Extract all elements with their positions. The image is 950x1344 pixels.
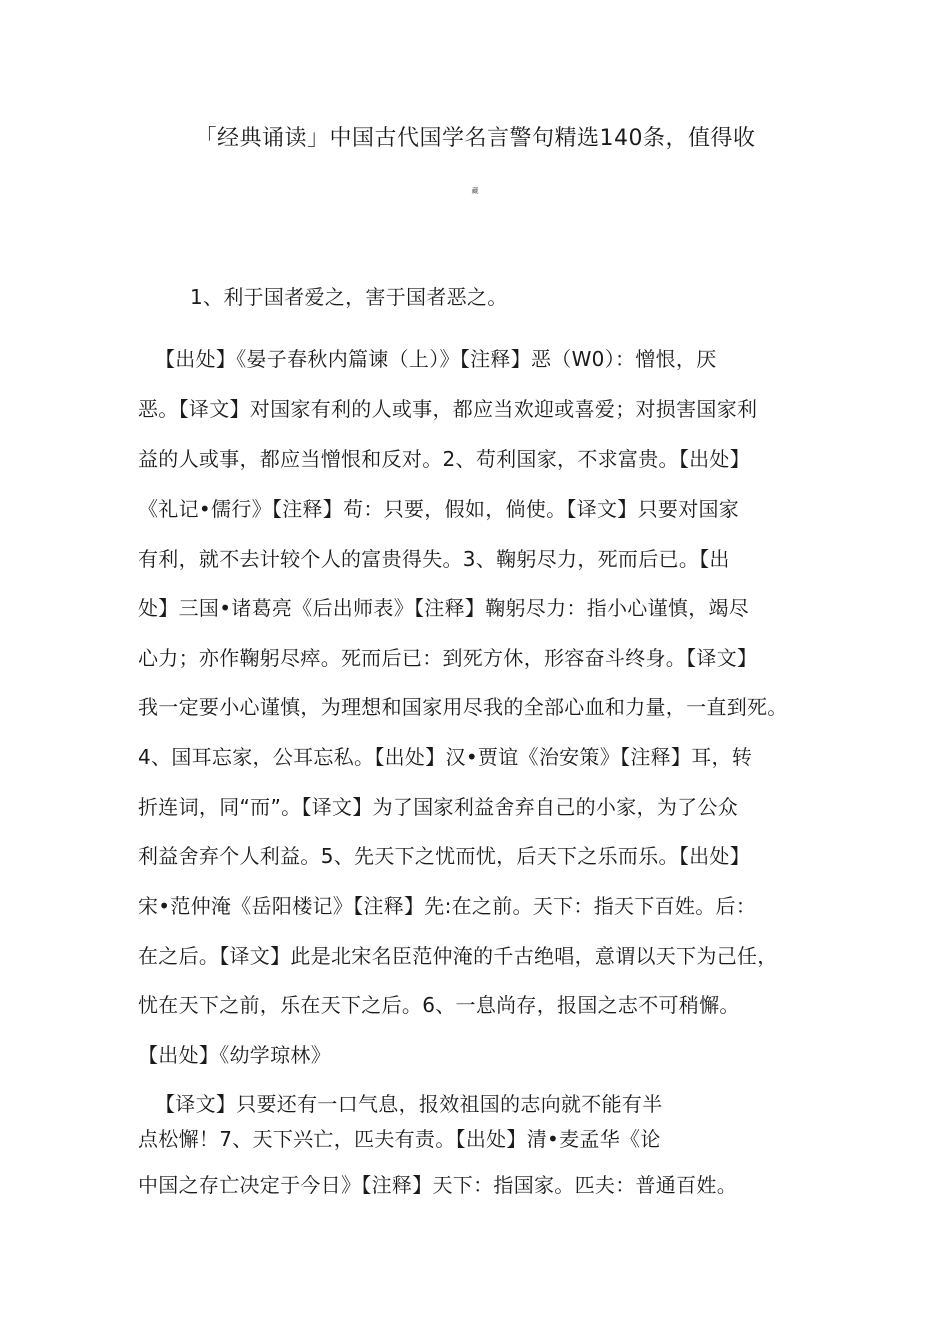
body-line: 折连词，同“而”。【译文】为了国家利益舍弃自己的小家，为了公众 [138, 795, 739, 819]
body-line: 利益舍弃个人利益。5、先天下之忧而忧，后天下之乐而乐。【出处】 [138, 844, 751, 868]
body-line: 宋•范仲淹《岳阳楼记》【注释】先:在之前。天下：指天下百姓。后： [138, 894, 757, 918]
document-title-tail: 藏 [471, 187, 479, 195]
document-title: 「经典诵读」中国古代国学名言警句精选140条，值得收 [194, 126, 756, 151]
body-line: 处】三国•诸葛亮《后出师表》【注释】鞠躬尽力：指小心谨慎，竭尽 [138, 596, 750, 620]
body-line: 中国之存亡决定于今日》【注释】天下：指国家。匹夫：普通百姓。 [138, 1173, 737, 1197]
body-line: 4、国耳忘家，公耳忘私。【出处】汉•贾谊《治安策》【注释】耳，转 [138, 745, 753, 769]
body-line: 忧在天下之前，乐在天下之后。6、一息尚存，报国之志不可稍懈。 [138, 993, 740, 1017]
body-line: 【译文】只要还有一口气息，报效祖国的志向就不能有半 [155, 1092, 663, 1116]
body-line: 心力；亦作鞠躬尽瘁。死而后已：到死方休，形容奋斗终身。【译文】 [138, 646, 758, 670]
body-line: 我一定要小心谨慎，为理想和国家用尽我的全部心血和力量，一直到死。 [138, 695, 788, 719]
body-line: 有利，就不去计较个人的富贵得失。3、鞠躬尽力，死而后已。【出 [138, 547, 730, 571]
body-line: 【出处】《晏子春秋内篇谏（上）》【注释】恶（W0）：憎恨，厌 [155, 347, 717, 371]
body-line: 【出处】《幼学琼林》 [138, 1043, 331, 1067]
body-line: 1、利于国者爱之，害于国者恶之。 [190, 285, 508, 309]
body-line: 《礼记•儒行》【注释】苟：只要，假如，倘使。【译文】只要对国家 [138, 497, 740, 521]
body-line: 益的人或事，都应当憎恨和反对。2、苟利国家，不求富贵。【出处】 [138, 447, 751, 471]
body-line: 在之后。【译文】此是北宋名臣范仲淹的千古绝唱，意谓以天下为己任， [138, 944, 778, 968]
body-line: 恶。【译文】对国家有利的人或事，都应当欢迎或喜爱；对损害国家利 [138, 397, 758, 421]
body-line: 点松懈！7、天下兴亡，匹夫有责。【出处】清•麦孟华《论 [138, 1127, 661, 1151]
